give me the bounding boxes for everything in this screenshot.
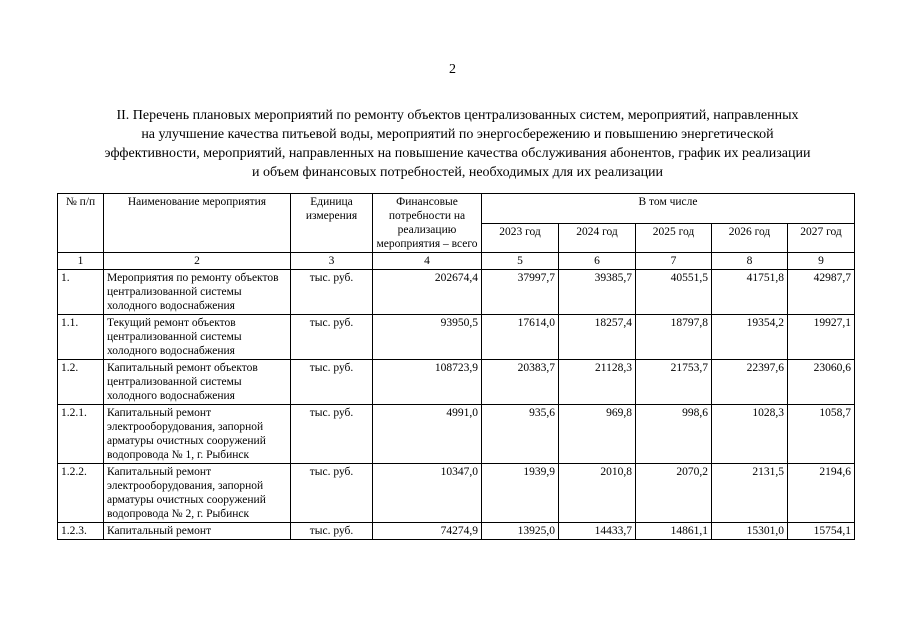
header-num: № п/п bbox=[58, 194, 104, 253]
row-year-value: 14433,7 bbox=[559, 523, 636, 540]
row-year-value: 20383,7 bbox=[482, 360, 559, 405]
row-year-value: 41751,8 bbox=[712, 270, 788, 315]
row-year-value: 969,8 bbox=[559, 405, 636, 464]
header-group: В том числе bbox=[482, 194, 855, 224]
section-title bbox=[60, 106, 855, 182]
table-row bbox=[58, 315, 855, 360]
row-name: Капитальный ремонт электрооборудования, запорной арматуры очистных сооружений водопровода № 2, г. Рыбинск bbox=[104, 464, 291, 523]
table-row bbox=[58, 360, 855, 405]
page-number: 2 bbox=[449, 62, 456, 77]
row-number: 1.2.2. bbox=[58, 464, 104, 523]
column-number: 9 bbox=[788, 253, 855, 270]
row-year-value: 21753,7 bbox=[636, 360, 712, 405]
row-year-value: 19354,2 bbox=[712, 315, 788, 360]
header-total: Финансовые потребности на реализацию мероприятия – всего bbox=[373, 194, 482, 253]
header-year: 2027 год bbox=[788, 223, 855, 253]
row-year-value: 19927,1 bbox=[788, 315, 855, 360]
header-name: Наименование мероприятия bbox=[104, 194, 291, 253]
row-year-value: 15301,0 bbox=[712, 523, 788, 540]
column-number: 5 bbox=[482, 253, 559, 270]
row-total: 74274,9 bbox=[373, 523, 482, 540]
row-year-value: 2010,8 bbox=[559, 464, 636, 523]
row-year-value: 2131,5 bbox=[712, 464, 788, 523]
row-unit: тыс. руб. bbox=[291, 360, 373, 405]
column-number: 1 bbox=[58, 253, 104, 270]
row-number: 1.1. bbox=[58, 315, 104, 360]
row-name: Капитальный ремонт объектов централизованной системы холодного водоснабжения bbox=[104, 360, 291, 405]
column-number: 8 bbox=[712, 253, 788, 270]
title-line: и объем финансовых потребностей, необходимых для их реализации bbox=[251, 165, 664, 180]
row-number: 1.2.1. bbox=[58, 405, 104, 464]
row-total: 202674,4 bbox=[373, 270, 482, 315]
row-year-value: 23060,6 bbox=[788, 360, 855, 405]
header-year: 2023 год bbox=[482, 223, 559, 253]
row-year-value: 37997,7 bbox=[482, 270, 559, 315]
plan-table bbox=[57, 193, 855, 540]
row-name: Текущий ремонт объектов централизованной системы холодного водоснабжения bbox=[104, 315, 291, 360]
title-line: эффективности, мероприятий, направленных на повышение качества обслуживания абонентов, график их реализации bbox=[104, 146, 811, 161]
row-total: 10347,0 bbox=[373, 464, 482, 523]
row-number: 1.2. bbox=[58, 360, 104, 405]
row-year-value: 40551,5 bbox=[636, 270, 712, 315]
row-total: 4991,0 bbox=[373, 405, 482, 464]
column-number: 6 bbox=[559, 253, 636, 270]
row-year-value: 18257,4 bbox=[559, 315, 636, 360]
row-year-value: 1939,9 bbox=[482, 464, 559, 523]
header-year: 2025 год bbox=[636, 223, 712, 253]
row-unit: тыс. руб. bbox=[291, 464, 373, 523]
column-numbers-row bbox=[58, 253, 855, 270]
row-year-value: 13925,0 bbox=[482, 523, 559, 540]
table-row bbox=[58, 405, 855, 464]
row-year-value: 18797,8 bbox=[636, 315, 712, 360]
column-number: 3 bbox=[291, 253, 373, 270]
title-line: II. Перечень плановых мероприятий по ремонту объектов централизованных систем, мероприятий, направленных bbox=[116, 108, 799, 123]
row-unit: тыс. руб. bbox=[291, 315, 373, 360]
row-unit: тыс. руб. bbox=[291, 523, 373, 540]
table-body bbox=[58, 253, 855, 540]
row-total: 93950,5 bbox=[373, 315, 482, 360]
row-number: 1. bbox=[58, 270, 104, 315]
row-name: Капитальный ремонт электрооборудования, запорной арматуры очистных сооружений водопровода № 1, г. Рыбинск bbox=[104, 405, 291, 464]
table-row bbox=[58, 464, 855, 523]
header-year: 2024 год bbox=[559, 223, 636, 253]
header-unit: Единица измерения bbox=[291, 194, 373, 253]
row-year-value: 2194,6 bbox=[788, 464, 855, 523]
row-year-value: 935,6 bbox=[482, 405, 559, 464]
row-year-value: 1058,7 bbox=[788, 405, 855, 464]
row-name: Мероприятия по ремонту объектов централизованной системы холодного водоснабжения bbox=[104, 270, 291, 315]
row-number: 1.2.3. bbox=[58, 523, 104, 540]
row-year-value: 14861,1 bbox=[636, 523, 712, 540]
row-unit: тыс. руб. bbox=[291, 405, 373, 464]
table-row bbox=[58, 270, 855, 315]
row-year-value: 17614,0 bbox=[482, 315, 559, 360]
row-year-value: 39385,7 bbox=[559, 270, 636, 315]
row-total: 108723,9 bbox=[373, 360, 482, 405]
row-year-value: 21128,3 bbox=[559, 360, 636, 405]
title-line: на улучшение качества питьевой воды, мероприятий по энергосбережению и повышению энергетической bbox=[141, 127, 774, 142]
row-year-value: 15754,1 bbox=[788, 523, 855, 540]
column-number: 7 bbox=[636, 253, 712, 270]
row-name: Капитальный ремонт bbox=[104, 523, 291, 540]
row-year-value: 42987,7 bbox=[788, 270, 855, 315]
row-year-value: 22397,6 bbox=[712, 360, 788, 405]
column-number: 2 bbox=[104, 253, 291, 270]
row-year-value: 998,6 bbox=[636, 405, 712, 464]
column-number: 4 bbox=[373, 253, 482, 270]
row-year-value: 2070,2 bbox=[636, 464, 712, 523]
row-year-value: 1028,3 bbox=[712, 405, 788, 464]
header-year: 2026 год bbox=[712, 223, 788, 253]
table-row bbox=[58, 523, 855, 540]
row-unit: тыс. руб. bbox=[291, 270, 373, 315]
